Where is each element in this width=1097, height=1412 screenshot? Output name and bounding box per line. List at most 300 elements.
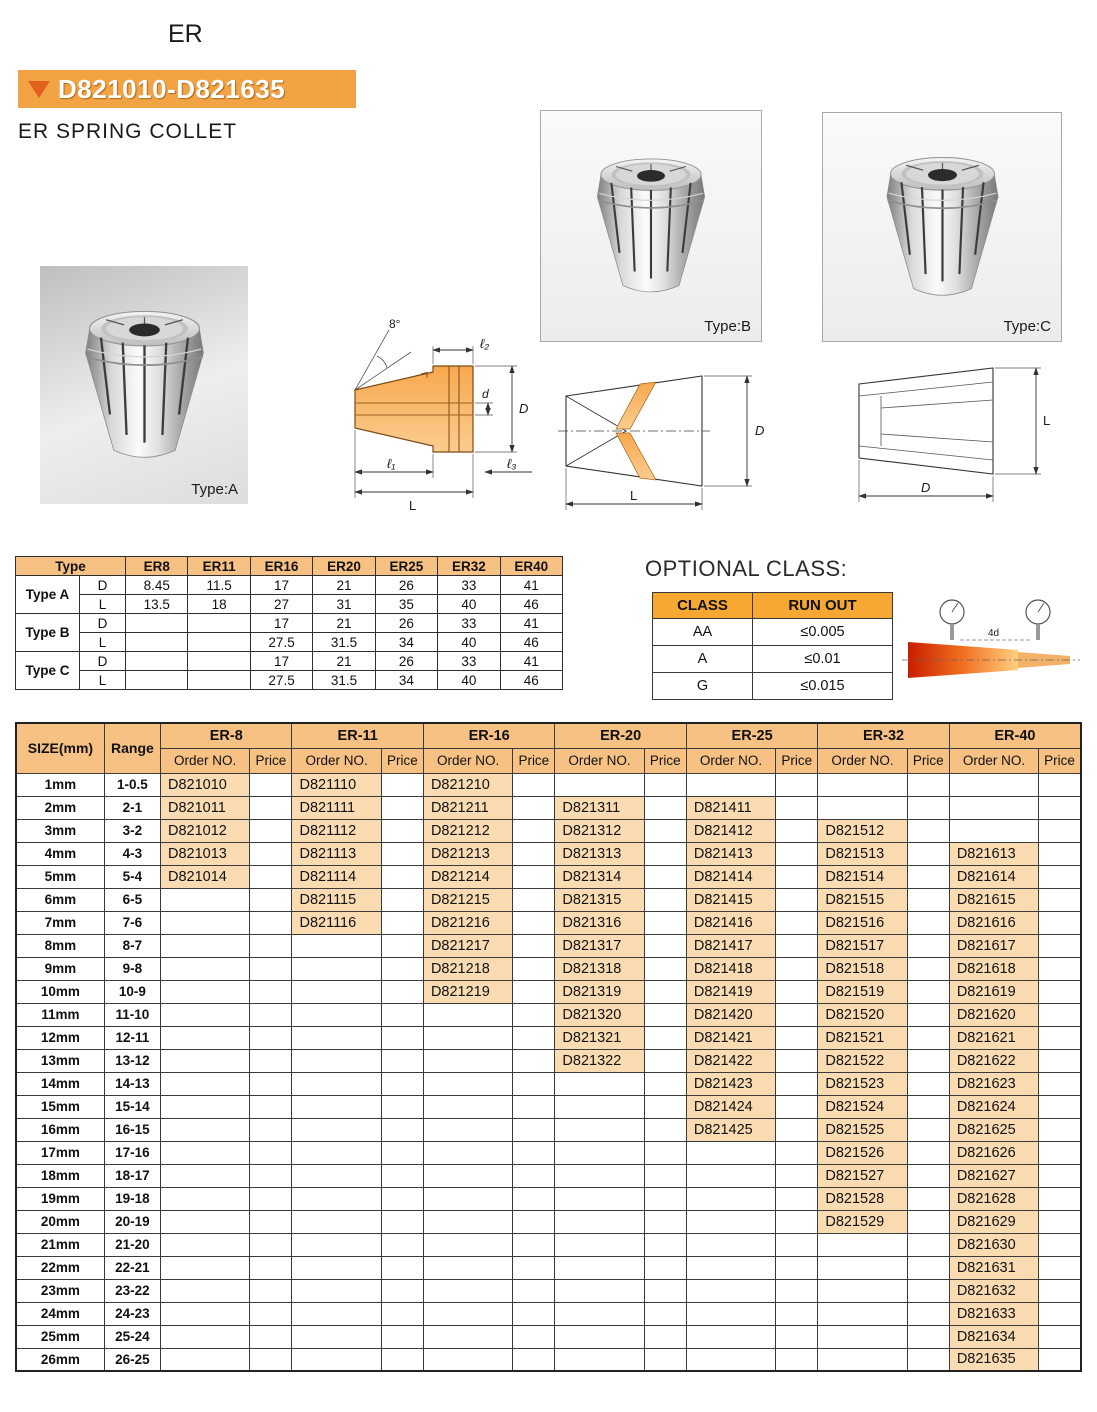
price-cell — [250, 1210, 292, 1233]
order-no-cell: D821219 — [423, 980, 512, 1003]
order-row — [16, 865, 1081, 888]
price-cell — [776, 1302, 818, 1325]
size-cell: 9mm — [16, 957, 104, 980]
price-cell — [381, 957, 423, 980]
order-no-cell — [555, 1325, 644, 1348]
dims-row — [16, 671, 563, 690]
dims-value-cell — [126, 671, 188, 690]
price-cell — [513, 1003, 555, 1026]
order-no-cell: D821625 — [949, 1118, 1038, 1141]
size-cell: 15mm — [16, 1095, 104, 1118]
order-no-cell: D821319 — [555, 980, 644, 1003]
price-cell — [381, 1049, 423, 1072]
order-no-header: Order NO. — [292, 748, 381, 773]
collet-dimension-drawing — [325, 312, 540, 517]
order-no-cell: D821516 — [818, 911, 907, 934]
class-header-row — [653, 593, 893, 619]
order-no-cell: D821630 — [949, 1233, 1038, 1256]
dims-value-cell: 31.5 — [313, 671, 375, 690]
price-cell — [381, 1302, 423, 1325]
dims-value-cell: 33 — [438, 652, 500, 671]
order-no-cell — [423, 1095, 512, 1118]
price-cell — [644, 1256, 686, 1279]
order-no-cell — [555, 1348, 644, 1371]
order-row — [16, 796, 1081, 819]
dims-type-cell: Type C — [16, 652, 80, 690]
price-cell — [776, 796, 818, 819]
order-no-cell — [949, 796, 1038, 819]
dims-value-cell: 27 — [250, 595, 312, 614]
price-cell — [250, 842, 292, 865]
dims-dim-cell: D — [80, 576, 126, 595]
order-no-cell — [686, 1141, 775, 1164]
price-cell — [907, 1095, 949, 1118]
dims-value-cell: 41 — [500, 614, 562, 633]
er-group-header: ER-40 — [949, 723, 1081, 748]
price-cell — [1039, 888, 1081, 911]
range-cell: 9-8 — [104, 957, 160, 980]
dims-value-cell — [188, 671, 250, 690]
size-cell: 18mm — [16, 1164, 104, 1187]
order-no-cell — [161, 1049, 250, 1072]
dims-value-cell — [188, 633, 250, 652]
order-row — [16, 980, 1081, 1003]
price-cell — [250, 1325, 292, 1348]
range-cell: 18-17 — [104, 1164, 160, 1187]
dims-value-cell: 40 — [438, 595, 500, 614]
order-no-cell: D821627 — [949, 1164, 1038, 1187]
price-cell — [907, 1233, 949, 1256]
price-cell — [250, 1187, 292, 1210]
order-no-cell — [292, 1095, 381, 1118]
order-no-cell: D821418 — [686, 957, 775, 980]
size-cell: 2mm — [16, 796, 104, 819]
runout-test-diagram — [900, 590, 1085, 700]
order-no-cell: D821014 — [161, 865, 250, 888]
price-cell — [381, 1164, 423, 1187]
size-cell: 22mm — [16, 1256, 104, 1279]
order-no-cell: D821634 — [949, 1325, 1038, 1348]
order-range-banner — [18, 70, 356, 108]
range-cell: 12-11 — [104, 1026, 160, 1049]
order-no-cell — [423, 1210, 512, 1233]
order-no-cell: D821114 — [292, 865, 381, 888]
price-cell — [776, 1233, 818, 1256]
order-no-cell: D821416 — [686, 911, 775, 934]
size-cell: 5mm — [16, 865, 104, 888]
order-no-cell — [161, 1118, 250, 1141]
price-cell — [644, 1003, 686, 1026]
order-row — [16, 1256, 1081, 1279]
dims-col-header: ER8 — [126, 557, 188, 576]
order-no-header: Order NO. — [818, 748, 907, 773]
price-cell — [250, 1302, 292, 1325]
order-no-header: Order NO. — [161, 748, 250, 773]
order-row — [16, 1026, 1081, 1049]
price-cell — [1039, 1026, 1081, 1049]
order-no-cell: D821526 — [818, 1141, 907, 1164]
price-cell — [644, 796, 686, 819]
order-no-cell: D821619 — [949, 980, 1038, 1003]
d-label: d — [482, 387, 489, 401]
order-no-cell: D821633 — [949, 1302, 1038, 1325]
price-cell — [1039, 796, 1081, 819]
order-no-cell: D821217 — [423, 934, 512, 957]
price-cell — [1039, 1141, 1081, 1164]
order-no-cell — [818, 1302, 907, 1325]
order-no-cell: D821421 — [686, 1026, 775, 1049]
price-cell — [381, 1325, 423, 1348]
order-no-cell: D821423 — [686, 1072, 775, 1095]
order-no-cell: D821216 — [423, 911, 512, 934]
order-no-cell: D821417 — [686, 934, 775, 957]
dims-value-cell: 21 — [313, 576, 375, 595]
price-header: Price — [1039, 748, 1081, 773]
price-cell — [907, 1325, 949, 1348]
dims-value-cell: 40 — [438, 671, 500, 690]
order-no-cell — [161, 911, 250, 934]
dims-value-cell: 26 — [375, 652, 437, 671]
order-no-cell: D821620 — [949, 1003, 1038, 1026]
dims-value-cell: 8.45 — [126, 576, 188, 595]
price-cell — [250, 957, 292, 980]
price-cell — [513, 911, 555, 934]
price-cell — [1039, 1164, 1081, 1187]
dims-dim-cell: L — [80, 595, 126, 614]
price-cell — [907, 888, 949, 911]
price-cell — [250, 1118, 292, 1141]
dims-col-header: ER16 — [250, 557, 312, 576]
price-cell — [644, 865, 686, 888]
price-cell — [776, 911, 818, 934]
order-no-cell: D821626 — [949, 1141, 1038, 1164]
price-cell — [513, 1302, 555, 1325]
order-no-cell — [292, 1072, 381, 1095]
order-no-cell — [423, 1118, 512, 1141]
range-cell: 17-16 — [104, 1141, 160, 1164]
price-cell — [250, 888, 292, 911]
order-no-cell — [292, 934, 381, 957]
size-cell: 10mm — [16, 980, 104, 1003]
order-no-cell — [818, 1279, 907, 1302]
size-cell: 24mm — [16, 1302, 104, 1325]
dims-value-cell: 31.5 — [313, 633, 375, 652]
order-no-cell — [292, 1256, 381, 1279]
price-cell — [644, 1072, 686, 1095]
L-label: L — [1043, 413, 1051, 428]
order-no-cell: D821632 — [949, 1279, 1038, 1302]
order-no-cell: D821522 — [818, 1049, 907, 1072]
price-cell — [776, 1164, 818, 1187]
price-cell — [644, 1187, 686, 1210]
price-cell — [381, 1233, 423, 1256]
order-no-cell — [949, 773, 1038, 796]
price-cell — [1039, 1279, 1081, 1302]
order-no-cell: D821618 — [949, 957, 1038, 980]
order-no-cell: D821422 — [686, 1049, 775, 1072]
range-cell: 19-18 — [104, 1187, 160, 1210]
price-cell — [907, 1302, 949, 1325]
order-no-cell: D821313 — [555, 842, 644, 865]
price-cell — [776, 1049, 818, 1072]
order-no-cell: D821318 — [555, 957, 644, 980]
range-cell: 6-5 — [104, 888, 160, 911]
price-cell — [381, 911, 423, 934]
dims-table-body — [16, 576, 563, 690]
price-cell — [1039, 1187, 1081, 1210]
dims-type-cell: Type A — [16, 576, 80, 614]
dims-value-cell — [126, 633, 188, 652]
price-cell — [1039, 1095, 1081, 1118]
order-no-cell: D821210 — [423, 773, 512, 796]
dims-col-header: ER32 — [438, 557, 500, 576]
price-cell — [513, 819, 555, 842]
order-no-cell: D821211 — [423, 796, 512, 819]
order-no-cell — [292, 1325, 381, 1348]
order-row — [16, 1141, 1081, 1164]
price-cell — [776, 842, 818, 865]
size-cell: 3mm — [16, 819, 104, 842]
price-cell — [381, 1187, 423, 1210]
price-cell — [513, 934, 555, 957]
collet-image — [870, 136, 1015, 318]
price-cell — [1039, 1003, 1081, 1026]
price-cell — [513, 1141, 555, 1164]
type-b-section-drawing — [552, 360, 787, 520]
L-label: L — [409, 498, 417, 513]
order-no-cell — [161, 980, 250, 1003]
order-no-cell: D821521 — [818, 1026, 907, 1049]
dims-value-cell: 17 — [250, 576, 312, 595]
class-row — [653, 646, 893, 673]
dims-value-cell — [126, 614, 188, 633]
price-cell — [776, 1325, 818, 1348]
price-cell — [776, 1095, 818, 1118]
price-cell — [907, 1003, 949, 1026]
price-cell — [776, 819, 818, 842]
order-no-cell — [423, 1256, 512, 1279]
range-cell: 5-4 — [104, 865, 160, 888]
order-no-cell: D821215 — [423, 888, 512, 911]
order-no-cell — [686, 1164, 775, 1187]
order-no-cell — [686, 1279, 775, 1302]
order-no-cell — [686, 773, 775, 796]
price-cell — [776, 865, 818, 888]
price-cell — [513, 1164, 555, 1187]
order-no-cell: D821213 — [423, 842, 512, 865]
price-cell — [1039, 1118, 1081, 1141]
order-no-cell — [555, 1095, 644, 1118]
order-no-cell: D821316 — [555, 911, 644, 934]
price-header: Price — [644, 748, 686, 773]
price-cell — [513, 1279, 555, 1302]
class-cell: A — [653, 646, 753, 673]
price-cell — [907, 1348, 949, 1371]
price-cell — [250, 1279, 292, 1302]
order-no-cell — [423, 1003, 512, 1026]
type-b-photo — [540, 110, 762, 342]
price-cell — [513, 1026, 555, 1049]
order-no-cell — [161, 1256, 250, 1279]
price-cell — [513, 1118, 555, 1141]
order-row — [16, 1003, 1081, 1026]
price-cell — [776, 1026, 818, 1049]
size-cell: 1mm — [16, 773, 104, 796]
dims-dim-cell: L — [80, 633, 126, 652]
price-cell — [1039, 1325, 1081, 1348]
order-no-cell: D821111 — [292, 796, 381, 819]
range-cell: 24-23 — [104, 1302, 160, 1325]
order-no-cell — [423, 1049, 512, 1072]
price-cell — [250, 865, 292, 888]
order-no-cell — [555, 1164, 644, 1187]
price-cell — [644, 1325, 686, 1348]
price-cell — [381, 865, 423, 888]
order-row — [16, 819, 1081, 842]
dims-value-cell: 27.5 — [250, 671, 312, 690]
order-no-cell: D821116 — [292, 911, 381, 934]
order-no-cell: D821419 — [686, 980, 775, 1003]
class-cell: AA — [653, 619, 753, 646]
order-row — [16, 1118, 1081, 1141]
price-cell — [1039, 1072, 1081, 1095]
order-row — [16, 888, 1081, 911]
order-no-cell: D821624 — [949, 1095, 1038, 1118]
order-no-cell: D821524 — [818, 1095, 907, 1118]
dims-value-cell: 21 — [313, 614, 375, 633]
order-row — [16, 1279, 1081, 1302]
price-cell — [250, 1348, 292, 1371]
dims-value-cell: 26 — [375, 576, 437, 595]
price-cell — [513, 1325, 555, 1348]
size-cell: 23mm — [16, 1279, 104, 1302]
dims-value-cell: 11.5 — [188, 576, 250, 595]
D-label: D — [755, 423, 765, 438]
range-cell: 8-7 — [104, 934, 160, 957]
order-no-cell: D821613 — [949, 842, 1038, 865]
size-cell: 14mm — [16, 1072, 104, 1095]
L-label: L — [630, 488, 638, 503]
order-no-cell — [686, 1302, 775, 1325]
order-no-cell — [818, 773, 907, 796]
order-no-cell — [161, 1187, 250, 1210]
price-cell — [250, 980, 292, 1003]
range-cell: 16-15 — [104, 1118, 160, 1141]
price-cell — [250, 911, 292, 934]
order-no-cell — [292, 1026, 381, 1049]
order-no-cell: D821631 — [949, 1256, 1038, 1279]
order-no-cell: D821012 — [161, 819, 250, 842]
order-no-cell: D821514 — [818, 865, 907, 888]
size-cell: 25mm — [16, 1325, 104, 1348]
order-no-cell — [161, 1348, 250, 1371]
angle-label: 8° — [389, 317, 401, 331]
price-cell — [776, 888, 818, 911]
price-cell — [776, 1141, 818, 1164]
class-row — [653, 619, 893, 646]
order-no-header: Order NO. — [949, 748, 1038, 773]
l1-label: ℓ₁ — [387, 456, 396, 471]
collet-image — [67, 289, 222, 481]
range-cell: 25-24 — [104, 1325, 160, 1348]
D-label: D — [921, 480, 931, 495]
price-cell — [907, 1279, 949, 1302]
order-no-cell — [818, 1325, 907, 1348]
dims-value-cell: 46 — [500, 671, 562, 690]
price-cell — [1039, 1256, 1081, 1279]
range-cell: 22-21 — [104, 1256, 160, 1279]
order-no-cell: D821218 — [423, 957, 512, 980]
order-no-cell — [292, 1279, 381, 1302]
price-cell — [776, 1279, 818, 1302]
order-no-cell — [686, 1233, 775, 1256]
price-cell — [907, 773, 949, 796]
price-cell — [907, 1118, 949, 1141]
order-no-cell — [423, 1026, 512, 1049]
price-cell — [250, 796, 292, 819]
price-cell — [250, 1072, 292, 1095]
dims-value-cell: 27.5 — [250, 633, 312, 652]
price-cell — [776, 980, 818, 1003]
order-no-cell — [161, 1210, 250, 1233]
dims-value-cell: 13.5 — [126, 595, 188, 614]
price-cell — [1039, 819, 1081, 842]
price-cell — [907, 980, 949, 1003]
class-col-header: CLASS — [653, 593, 753, 619]
order-row — [16, 842, 1081, 865]
price-cell — [907, 1141, 949, 1164]
price-cell — [250, 1164, 292, 1187]
price-cell — [644, 1026, 686, 1049]
dims-value-cell: 41 — [500, 652, 562, 671]
price-cell — [776, 1118, 818, 1141]
order-no-cell: D821527 — [818, 1164, 907, 1187]
price-cell — [513, 842, 555, 865]
price-cell — [644, 888, 686, 911]
dims-row — [16, 652, 563, 671]
order-no-cell — [161, 1279, 250, 1302]
order-no-cell — [818, 1233, 907, 1256]
dims-value-cell: 33 — [438, 576, 500, 595]
size-cell: 8mm — [16, 934, 104, 957]
price-cell — [1039, 1348, 1081, 1371]
price-cell — [907, 842, 949, 865]
order-no-cell — [161, 934, 250, 957]
er-group-header: ER-32 — [818, 723, 949, 748]
dims-value-cell: 41 — [500, 576, 562, 595]
dims-value-cell: 31 — [313, 595, 375, 614]
price-cell — [250, 1141, 292, 1164]
price-cell — [776, 1348, 818, 1371]
type-c-photo — [822, 112, 1062, 342]
price-cell — [513, 1049, 555, 1072]
order-row — [16, 1302, 1081, 1325]
order-no-cell — [423, 1279, 512, 1302]
order-no-cell: D821525 — [818, 1118, 907, 1141]
size-cell: 11mm — [16, 1003, 104, 1026]
class-col-header: RUN OUT — [753, 593, 893, 619]
dims-value-cell: 35 — [375, 595, 437, 614]
dims-row — [16, 633, 563, 652]
page-title: ER SPRING COLLET — [18, 120, 238, 143]
price-cell — [1039, 1233, 1081, 1256]
price-cell — [1039, 773, 1081, 796]
order-row — [16, 1187, 1081, 1210]
order-no-cell: D821317 — [555, 934, 644, 957]
order-no-cell: D821112 — [292, 819, 381, 842]
order-no-cell — [161, 1072, 250, 1095]
price-cell — [381, 1026, 423, 1049]
